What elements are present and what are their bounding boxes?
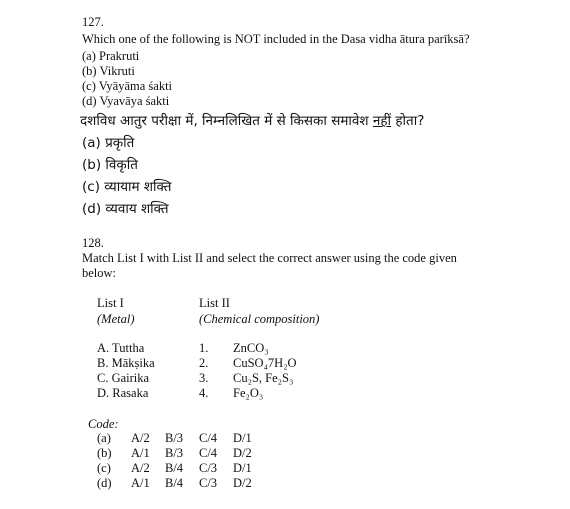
code-c: C/4 [199,446,218,460]
list2-number: 4. [199,386,209,400]
list2-item: Cu₂S, Fe₂S₃ [233,371,294,385]
code-a: A/1 [131,476,150,490]
list1-item: A. Tuttha [97,341,145,355]
hindi-question-underlined: नहीं [372,113,392,129]
option-a: (a) Prakruti [82,49,140,63]
list1-item: D. Rasaka [97,386,149,400]
option-b: (b) Vikruti [82,64,135,78]
list2-number: 3. [199,371,209,385]
code-d: D/1 [233,461,252,475]
list2-heading: List II [199,296,230,310]
list1-item: B. Mākṣika [97,356,155,370]
code-b: B/4 [165,476,184,490]
code-a: A/2 [131,431,150,445]
option-c: (c) Vyāyāma śakti [82,79,173,93]
list1-item: C. Gairika [97,371,150,385]
code-b: B/4 [165,461,184,475]
code-b: B/3 [165,431,184,445]
option-d: (d) Vyavāya śakti [82,94,170,108]
list2-subheading: (Chemical composition) [199,312,320,326]
hindi-option-a: (a) प्रकृति [82,135,135,151]
question-text-line1: Match List I with List II and select the correct answer using the code given [82,251,457,265]
code-a: A/1 [131,446,150,460]
list2-item: Fe₂O₃ [233,386,264,400]
code-option-label: (b) [97,446,112,460]
list2-item: CuSO₄7H₂O [233,356,297,370]
code-option-label: (a) [97,431,111,445]
list1-heading: List I [97,296,124,310]
code-label: Code: [88,417,119,431]
list1-subheading: (Metal) [97,312,135,326]
list2-number: 1. [199,341,209,355]
list2-item: ZnCO₃ [233,341,269,355]
code-d: D/1 [233,431,252,445]
code-c: C/3 [199,461,218,475]
list2-number: 2. [199,356,209,370]
question-number: 128. [82,236,104,250]
code-option-label: (c) [97,461,111,475]
code-d: D/2 [233,446,252,460]
hindi-option-b: (b) विकृति [82,157,138,173]
code-c: C/3 [199,476,218,490]
question-text-line2: below: [82,266,117,280]
code-b: B/3 [165,446,184,460]
hindi-question-pre: दशविध आतुर परीक्षा में, निम्नलिखित में से किसका समावेश [80,113,373,129]
code-c: C/4 [199,431,218,445]
code-a: A/2 [131,461,150,475]
code-d: D/2 [233,476,252,490]
hindi-option-c: (c) व्यायाम शक्ति [82,179,172,195]
hindi-question-text [80,112,424,130]
hindi-question-post: होता? [391,113,425,129]
code-option-label: (d) [97,476,112,490]
question-number: 127. [82,15,104,29]
question-text: Which one of the following is NOT included in the Dasa vidha ātura parīksā? [82,32,470,46]
hindi-option-d: (d) व्यवाय शक्ति [82,201,169,217]
